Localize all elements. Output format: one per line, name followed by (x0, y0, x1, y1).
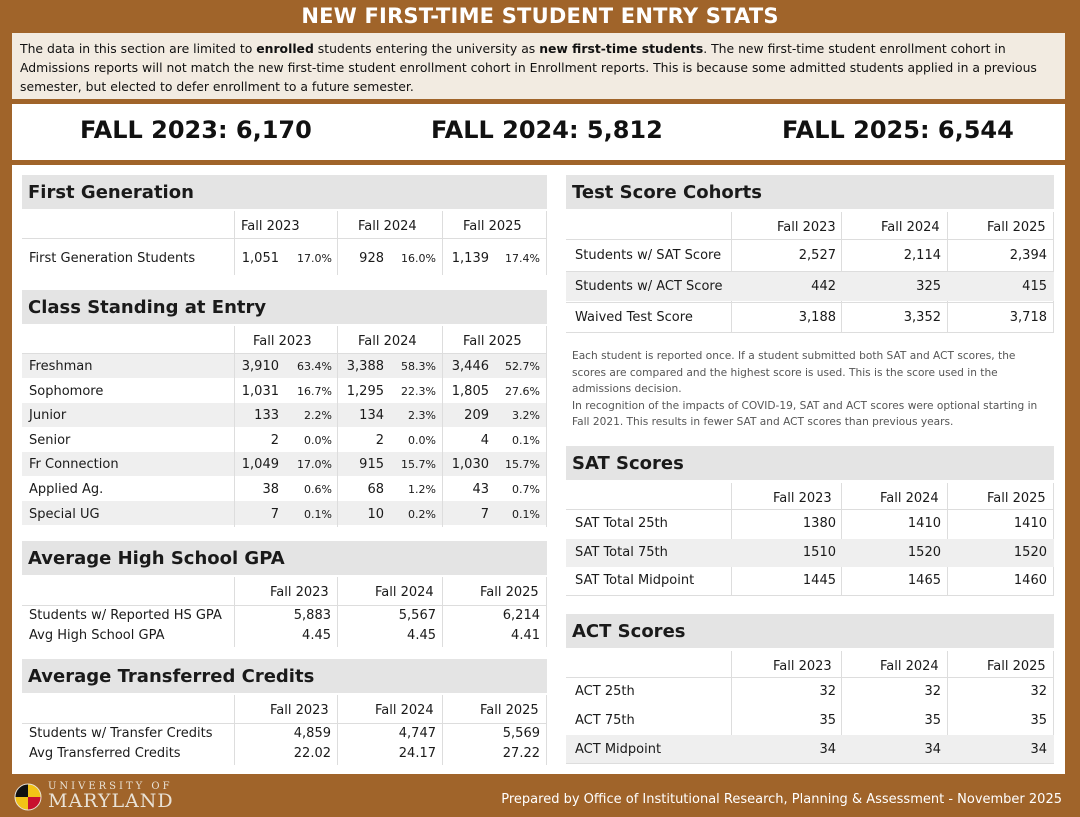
sat-value: 1380 (802, 516, 836, 531)
cs-count: 1,295 (346, 383, 384, 399)
tc-col-2023: Fall 2023 (777, 220, 836, 235)
act-row-label: ACT 75th (575, 713, 635, 728)
enrollment-totals (12, 104, 1065, 160)
cs-col-2023: Fall 2023 (253, 334, 312, 349)
cs-pct: 0.2% (408, 507, 436, 521)
footer (0, 778, 1080, 817)
sat-value: 1520 (907, 545, 941, 560)
cs-row-label: Sophomore (29, 383, 104, 399)
gpa-col-2024: Fall 2024 (375, 585, 434, 600)
gpa-value: 4.45 (407, 628, 436, 643)
tr-col-2023: Fall 2023 (270, 703, 329, 718)
sat-value: 1410 (1013, 516, 1047, 531)
cs-row-label: Applied Ag. (29, 482, 104, 497)
gpa-col-2025: Fall 2025 (480, 585, 539, 600)
act-value: 34 (1030, 742, 1047, 757)
fg-count: 1,051 (241, 251, 279, 266)
cs-pct: 2.2% (304, 409, 332, 423)
cs-row-label: Fr Connection (29, 457, 119, 473)
sat-value: 1460 (1013, 573, 1047, 588)
cs-pct: 0.1% (512, 507, 540, 521)
act-value: 34 (819, 742, 836, 757)
maryland-flag-icon (14, 783, 42, 811)
act-value: 35 (1030, 713, 1047, 728)
act-value: 34 (924, 742, 941, 757)
stats-panel (12, 165, 1065, 774)
sat-row-label: SAT Total Midpoint (575, 573, 695, 588)
cs-count: 2 (375, 432, 384, 448)
cs-pct: 15.7% (401, 458, 436, 472)
tr-col-2024: Fall 2024 (375, 703, 434, 718)
fg-count: 1,139 (451, 251, 489, 266)
tc-value: 3,718 (1009, 310, 1047, 325)
transfer-value: 4,747 (398, 726, 436, 741)
act-value: 35 (924, 713, 941, 728)
act-col-2023: Fall 2023 (773, 659, 832, 674)
cs-count: 43 (472, 482, 489, 497)
test-cohorts-header: Test Score Cohorts (566, 175, 1054, 209)
sat-value: 1445 (802, 573, 836, 588)
cs-row-label: Junior (29, 408, 67, 424)
sat-col-2023: Fall 2023 (773, 491, 832, 506)
sat-value: 1520 (1013, 545, 1047, 560)
cs-count: 7 (270, 506, 279, 522)
tc-value: 2,394 (1009, 248, 1047, 263)
cs-count: 1,030 (451, 457, 489, 473)
sat-header: SAT Scores (566, 446, 1054, 480)
cs-count: 3,388 (346, 359, 384, 374)
cs-count: 68 (367, 482, 384, 497)
transfer-value: 27.22 (502, 746, 540, 761)
page-title: NEW FIRST-TIME STUDENT ENTRY STATS (301, 4, 779, 28)
cs-pct: 0.1% (304, 507, 332, 521)
cs-pct: 2.3% (408, 409, 436, 423)
sat-row-label: SAT Total 25th (575, 516, 668, 531)
cs-pct: 22.3% (401, 384, 436, 398)
fg-col-2025: Fall 2025 (463, 219, 522, 234)
class-standing-header: Class Standing at Entry (22, 290, 547, 324)
cs-pct: 17.0% (297, 458, 332, 472)
cs-count: 3,446 (451, 359, 489, 374)
sat-value: 1410 (907, 516, 941, 531)
sat-row-label: SAT Total 75th (575, 545, 668, 560)
tr-col-2025: Fall 2025 (480, 703, 539, 718)
gpa-row-label: Avg High School GPA (29, 628, 165, 643)
sat-col-2024: Fall 2024 (880, 491, 939, 506)
total-fall-2025: FALL 2025: 6,544 (782, 116, 1014, 144)
cs-row-label: Special UG (29, 506, 100, 522)
fg-row-label: First Generation Students (29, 251, 196, 266)
cs-pct: 0.7% (512, 483, 540, 496)
cs-count: 4 (480, 432, 489, 448)
tc-col-2024: Fall 2024 (881, 220, 940, 235)
cs-count: 10 (367, 506, 384, 522)
cs-pct: 1.2% (408, 483, 436, 496)
cs-count: 1,031 (241, 383, 279, 399)
fg-pct: 16.0% (401, 252, 436, 265)
act-value: 32 (1030, 684, 1047, 699)
gpa-col-2023: Fall 2023 (270, 585, 329, 600)
fg-count: 928 (359, 251, 384, 266)
fg-col-2024: Fall 2024 (358, 219, 417, 234)
cs-count: 7 (480, 506, 489, 522)
act-value: 35 (819, 713, 836, 728)
sat-col-2025: Fall 2025 (987, 491, 1046, 506)
tc-value: 2,114 (903, 248, 941, 263)
tc-value: 415 (1022, 279, 1047, 294)
test-score-note: Each student is reported once. If a student submitted both SAT and ACT scores, the scores are compared and the highest score is used. This is the score used in the admissions decision. In recognition of the impacts of COVID-19, SAT and ACT scores were optional starting in Fall 2021. This results in fewer SAT and ACT scores than previous years. (572, 350, 1038, 428)
gpa-value: 5,883 (293, 608, 331, 623)
transfer-row-label: Avg Transferred Credits (29, 746, 181, 761)
fg-pct: 17.4% (505, 252, 540, 265)
tc-row-label: Students w/ SAT Score (575, 248, 722, 263)
tc-value: 2,527 (798, 248, 836, 263)
cs-count: 38 (262, 482, 279, 497)
fg-pct: 17.0% (297, 252, 332, 265)
cs-pct: 0.6% (304, 483, 332, 496)
act-row-label: ACT Midpoint (575, 742, 662, 757)
cs-count: 915 (359, 457, 384, 473)
transfer-row-label: Students w/ Transfer Credits (29, 726, 213, 741)
cs-pct: 58.3% (401, 360, 436, 373)
tc-row-label: Students w/ ACT Score (575, 279, 723, 294)
act-value: 32 (924, 684, 941, 699)
cs-pct: 63.4% (297, 360, 332, 373)
tc-value: 325 (916, 279, 941, 294)
cs-pct: 0.0% (408, 433, 436, 447)
prepared-by: Prepared by Office of Institutional Research, Planning & Assessment - November 2025 (501, 792, 1062, 807)
cs-pct: 16.7% (297, 384, 332, 398)
transfer-value: 24.17 (398, 746, 436, 761)
cs-pct: 0.1% (512, 433, 540, 447)
gpa-value: 5,567 (398, 608, 436, 623)
transfer-value: 4,859 (293, 726, 331, 741)
first-generation-header: First Generation (22, 175, 547, 209)
tc-col-2025: Fall 2025 (987, 220, 1046, 235)
tc-value: 3,352 (903, 310, 941, 325)
act-col-2025: Fall 2025 (987, 659, 1046, 674)
gpa-row-label: Students w/ Reported HS GPA (29, 608, 222, 623)
tc-value: 442 (811, 279, 836, 294)
sat-value: 1465 (907, 573, 941, 588)
tc-row-label: Waived Test Score (575, 310, 693, 325)
cs-row-label: Freshman (29, 359, 93, 374)
cs-col-2024: Fall 2024 (358, 334, 417, 349)
cs-count: 3,910 (241, 359, 279, 374)
transfer-header: Average Transferred Credits (22, 659, 547, 693)
cs-pct: 52.7% (505, 360, 540, 373)
cs-count: 1,805 (451, 383, 489, 399)
cs-pct: 15.7% (505, 458, 540, 472)
intro-text: The data in this section are limited to enrolled students entering the university as new first-time students. The new first-time student enrollment cohort in Admissions reports will not match the new first-time student enrollment cohort in Enrollment reports. This is because some admitted students applied in a previous semester, but elected to defer enrollment to a future semester. (12, 33, 1065, 99)
cs-pct: 0.0% (304, 433, 332, 447)
act-col-2024: Fall 2024 (880, 659, 939, 674)
tc-value: 3,188 (798, 310, 836, 325)
gpa-value: 6,214 (502, 608, 540, 623)
cs-pct: 27.6% (505, 384, 540, 398)
total-fall-2023: FALL 2023: 6,170 (80, 116, 312, 144)
cs-count: 1,049 (241, 457, 279, 473)
cs-col-2025: Fall 2025 (463, 334, 522, 349)
gpa-value: 4.45 (302, 628, 331, 643)
total-fall-2024: FALL 2024: 5,812 (431, 116, 663, 144)
transfer-value: 22.02 (293, 746, 331, 761)
sat-value: 1510 (802, 545, 836, 560)
act-value: 32 (819, 684, 836, 699)
gpa-value: 4.41 (511, 628, 540, 643)
act-row-label: ACT 25th (575, 684, 635, 699)
cs-row-label: Senior (29, 432, 71, 448)
cs-count: 2 (270, 432, 279, 448)
university-logo: UNIVERSITY OF MARYLAND (14, 782, 174, 811)
cs-pct: 3.2% (512, 409, 540, 423)
fg-col-2023: Fall 2023 (241, 219, 300, 234)
act-header: ACT Scores (566, 614, 1054, 648)
gpa-header: Average High School GPA (22, 541, 547, 575)
cs-count: 133 (254, 408, 279, 424)
transfer-value: 5,569 (502, 726, 540, 741)
cs-count: 209 (464, 408, 489, 424)
cs-count: 134 (359, 408, 384, 424)
